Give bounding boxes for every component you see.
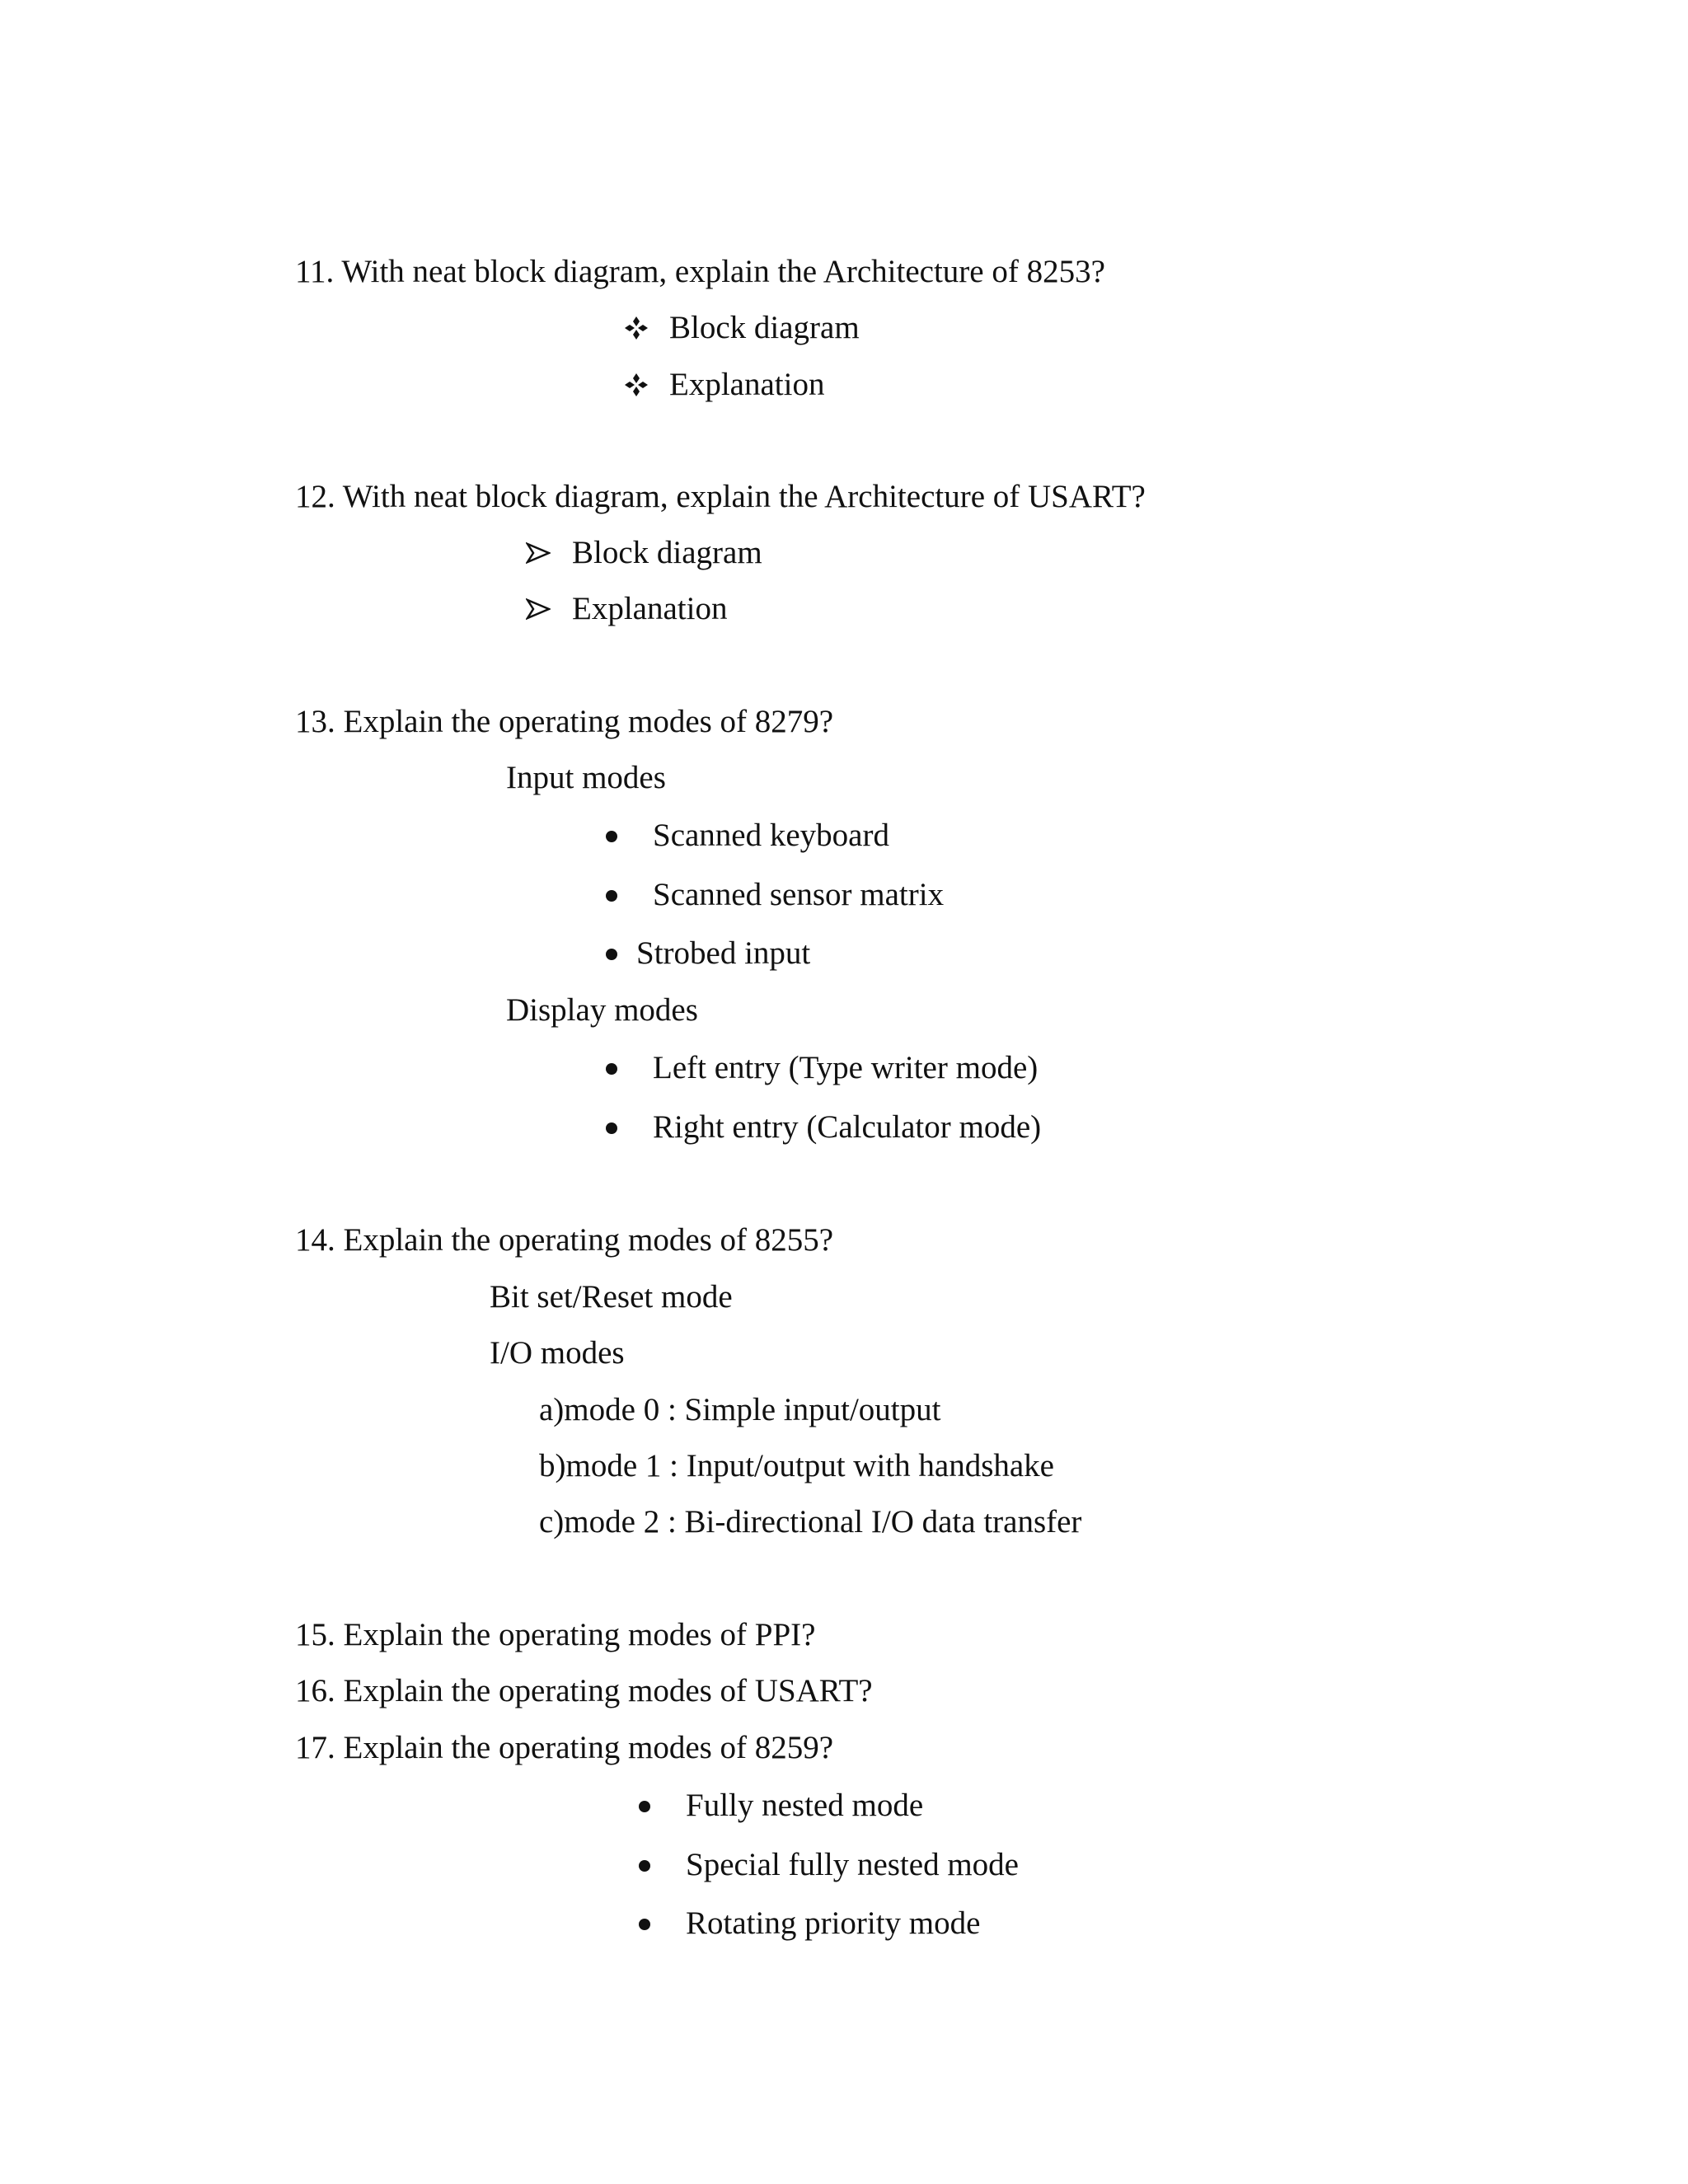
bullet-dot-icon — [606, 1063, 617, 1075]
bullet-dot-icon — [606, 949, 617, 960]
list-item: Explanation — [572, 591, 728, 626]
question-12 — [295, 477, 1146, 517]
question-11 — [295, 252, 1105, 292]
bullet-dot-icon — [606, 831, 617, 842]
arrow-bullet-icon — [526, 542, 551, 564]
question-14 — [295, 1221, 833, 1260]
diamond-bullet-icon — [623, 372, 649, 398]
list-item: Block diagram — [669, 310, 860, 345]
bullet-dot-icon — [606, 1122, 617, 1134]
question-15 — [295, 1615, 815, 1655]
question-text: Explain the operating modes of 8255? — [343, 1222, 834, 1258]
display-modes-heading: Display modes — [506, 992, 698, 1028]
question-number: 15. — [295, 1617, 335, 1652]
question-text: With neat block diagram, explain the Architecture of USART? — [342, 479, 1146, 514]
question-number: 12. — [295, 479, 335, 514]
question-17 — [295, 1728, 833, 1768]
question-13 — [295, 702, 833, 742]
mode-item: b)mode 1 : Input/output with handshake — [539, 1448, 1054, 1483]
question-number: 11. — [295, 254, 335, 289]
list-item: Explanation — [669, 367, 825, 402]
question-text: Explain the operating modes of PPI? — [343, 1617, 816, 1652]
question-number: 16. — [295, 1673, 335, 1708]
list-item: Left entry (Type writer mode) — [653, 1050, 1039, 1085]
question-number: 17. — [295, 1730, 335, 1765]
question-16 — [295, 1671, 873, 1711]
list-item: Special fully nested mode — [686, 1847, 1019, 1882]
list-item: Right entry (Calculator mode) — [653, 1109, 1042, 1145]
question-text: Explain the operating modes of 8279? — [343, 704, 834, 739]
list-item: Scanned sensor matrix — [653, 877, 945, 912]
question-number: 14. — [295, 1222, 335, 1258]
question-number: 13. — [295, 704, 335, 739]
io-modes-heading: I/O modes — [490, 1335, 625, 1371]
list-item: Fully nested mode — [686, 1788, 924, 1823]
mode-item: a)mode 0 : Simple input/output — [539, 1392, 941, 1427]
list-item: Strobed input — [636, 935, 811, 971]
arrow-bullet-icon — [526, 598, 551, 620]
bullet-dot-icon — [639, 1919, 650, 1930]
question-text: Explain the operating modes of 8259? — [343, 1730, 834, 1765]
mode-item: c)mode 2 : Bi-directional I/O data transfer — [539, 1504, 1082, 1540]
list-item: Block diagram — [572, 535, 762, 570]
question-text: With neat block diagram, explain the Architecture of 8253? — [341, 254, 1105, 289]
bullet-dot-icon — [639, 1860, 650, 1872]
input-modes-heading: Input modes — [506, 760, 666, 795]
list-item: Rotating priority mode — [686, 1905, 981, 1941]
bullet-dot-icon — [639, 1801, 650, 1812]
question-text: Explain the operating modes of USART? — [343, 1673, 873, 1708]
bullet-dot-icon — [606, 890, 617, 902]
diamond-bullet-icon — [623, 315, 649, 341]
list-item: Scanned keyboard — [653, 818, 889, 853]
bit-set-reset-mode: Bit set/Reset mode — [490, 1279, 733, 1315]
